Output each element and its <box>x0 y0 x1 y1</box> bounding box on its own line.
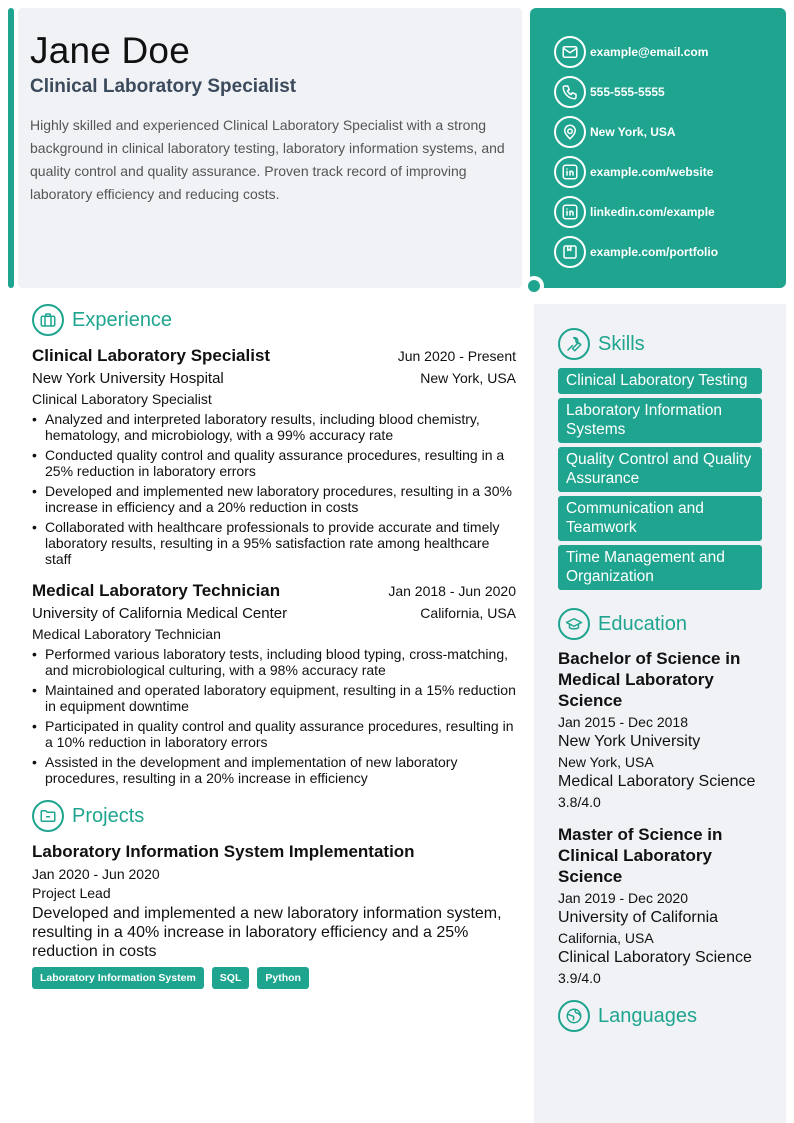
skills-title: Skills <box>598 332 645 355</box>
skill-badge: Quality Control and Quality Assurance <box>558 447 762 492</box>
job-role: Medical Laboratory Technician <box>32 626 221 642</box>
location-pin-icon <box>554 116 586 148</box>
skills-header <box>558 328 762 360</box>
phone-icon <box>554 76 586 108</box>
school: University of California <box>558 909 719 926</box>
contact-phone[interactable] <box>554 72 786 112</box>
contact-website[interactable] <box>554 152 786 192</box>
gpa: 3.8/4.0 <box>558 794 601 810</box>
briefcase-icon <box>32 304 64 336</box>
linkedin-icon <box>554 196 586 228</box>
candidate-title: Clinical Laboratory Specialist <box>30 76 297 97</box>
bullet-item: • Participated in quality control and quality assurance procedures, resulting in a 10% reduction in laboratory errors <box>32 718 516 750</box>
gpa: 3.9/4.0 <box>558 970 601 986</box>
experience-header <box>32 304 516 336</box>
job-location: California, USA <box>420 605 516 621</box>
contact-email[interactable] <box>554 32 786 72</box>
bullet-item: • Performed various laboratory tests, including blood typing, cross-matching, and microbiological culturing, with a 98% accuracy rate <box>32 646 516 678</box>
education-entry <box>558 648 762 810</box>
education-header <box>558 608 762 640</box>
experience-title: Experience <box>72 308 173 331</box>
field-of-study: Clinical Laboratory Science <box>558 949 752 966</box>
job-title: Medical Laboratory Technician <box>32 581 281 600</box>
job-bullets <box>32 646 516 786</box>
sidebar <box>534 304 786 1123</box>
job-role: Clinical Laboratory Specialist <box>32 391 212 407</box>
skill-badge: Clinical Laboratory Testing <box>558 368 762 394</box>
accent-bar <box>8 8 14 288</box>
header-panel <box>18 8 522 288</box>
project-entry <box>32 842 516 989</box>
wrench-icon <box>558 328 590 360</box>
bullet-item: • Assisted in the development and implementation of new laboratory procedures, resulting in a 20% increase in efficiency <box>32 754 516 786</box>
contact-panel <box>530 8 786 288</box>
degree: Master of Science in Clinical Laboratory Science <box>558 825 723 886</box>
tag: SQL <box>212 967 250 989</box>
education-dates: Jan 2019 - Dec 2020 <box>558 890 688 906</box>
job-dates: Jun 2020 - Present <box>397 348 516 364</box>
bullet-item: • Analyzed and interpreted laboratory results, including blood chemistry, hematology, and microbiology, with a 99% accuracy rate <box>32 411 516 443</box>
job-entry <box>32 346 516 567</box>
languages-header <box>558 1000 762 1032</box>
timeline-dot <box>524 276 544 296</box>
job-company: University of California Medical Center <box>32 605 288 622</box>
mail-icon <box>554 36 586 68</box>
education-title: Education <box>598 612 687 635</box>
bullet-item: • Maintained and operated laboratory equipment, resulting in a 15% reduction in equipment downtime <box>32 682 516 714</box>
linkedin-text: linkedin.com/example <box>590 205 715 219</box>
skill-badge: Communication and Teamwork <box>558 496 762 541</box>
main-column <box>32 304 516 989</box>
project-title: Laboratory Information System Implementation <box>32 842 415 861</box>
degree: Bachelor of Science in Medical Laboratory Science <box>558 649 741 710</box>
field-of-study: Medical Laboratory Science <box>558 773 756 790</box>
project-dates: Jan 2020 - Jun 2020 <box>32 866 160 882</box>
job-dates: Jan 2018 - Jun 2020 <box>388 583 516 599</box>
skill-badge: Time Management and Organization <box>558 545 762 590</box>
summary: Highly skilled and experienced Clinical Laboratory Specialist with a strong background in clinical laboratory testing, laboratory information systems, and quality control and quality assurance. Proven track record of improving laboratory efficiency and reducing costs. <box>30 117 505 202</box>
bullet-item: • Conducted quality control and quality assurance procedures, resulting in a 25% reduction in laboratory errors <box>32 447 516 479</box>
project-description: Developed and implemented a new laboratory information system, resulting in a 40% increase in laboratory efficiency and a 25% reduction in costs <box>32 905 502 960</box>
portfolio-icon <box>554 236 586 268</box>
email-text: example@email.com <box>590 45 709 59</box>
location-text: New York, USA <box>590 125 676 139</box>
project-role: Project Lead <box>32 885 111 901</box>
contact-linkedin[interactable] <box>554 192 786 232</box>
job-title: Clinical Laboratory Specialist <box>32 346 271 365</box>
candidate-name: Jane Doe <box>30 30 190 71</box>
school-location: New York, USA <box>558 754 654 770</box>
website-text: example.com/website <box>590 165 714 179</box>
education-entry <box>558 824 762 986</box>
projects-title: Projects <box>72 804 145 827</box>
project-tags <box>32 967 516 989</box>
bullet-item: • Developed and implemented new laboratory procedures, resulting in a 30% increase in efficiency and a 20% reduction in costs <box>32 483 516 515</box>
languages-title: Languages <box>598 1004 697 1027</box>
projects-header <box>32 800 516 832</box>
tag: Laboratory Information System <box>32 967 204 989</box>
job-entry <box>32 581 516 786</box>
phone-text: 555-555-5555 <box>590 85 665 99</box>
globe-icon <box>558 1000 590 1032</box>
bullet-item: • Collaborated with healthcare professionals to provide accurate and timely laboratory results, resulting in a 95% satisfaction rate among healthcare staff <box>32 519 516 567</box>
job-company: New York University Hospital <box>32 370 224 387</box>
graduation-cap-icon <box>558 608 590 640</box>
school-location: California, USA <box>558 930 654 946</box>
school: New York University <box>558 733 701 750</box>
job-location: New York, USA <box>420 370 516 386</box>
tag: Python <box>257 967 309 989</box>
skill-badge: Laboratory Information Systems <box>558 398 762 443</box>
linkedin-icon <box>554 156 586 188</box>
education-dates: Jan 2015 - Dec 2018 <box>558 714 688 730</box>
folder-icon <box>32 800 64 832</box>
job-bullets <box>32 411 516 567</box>
contact-portfolio[interactable] <box>554 232 786 272</box>
contact-location <box>554 112 786 152</box>
portfolio-text: example.com/portfolio <box>590 245 719 259</box>
